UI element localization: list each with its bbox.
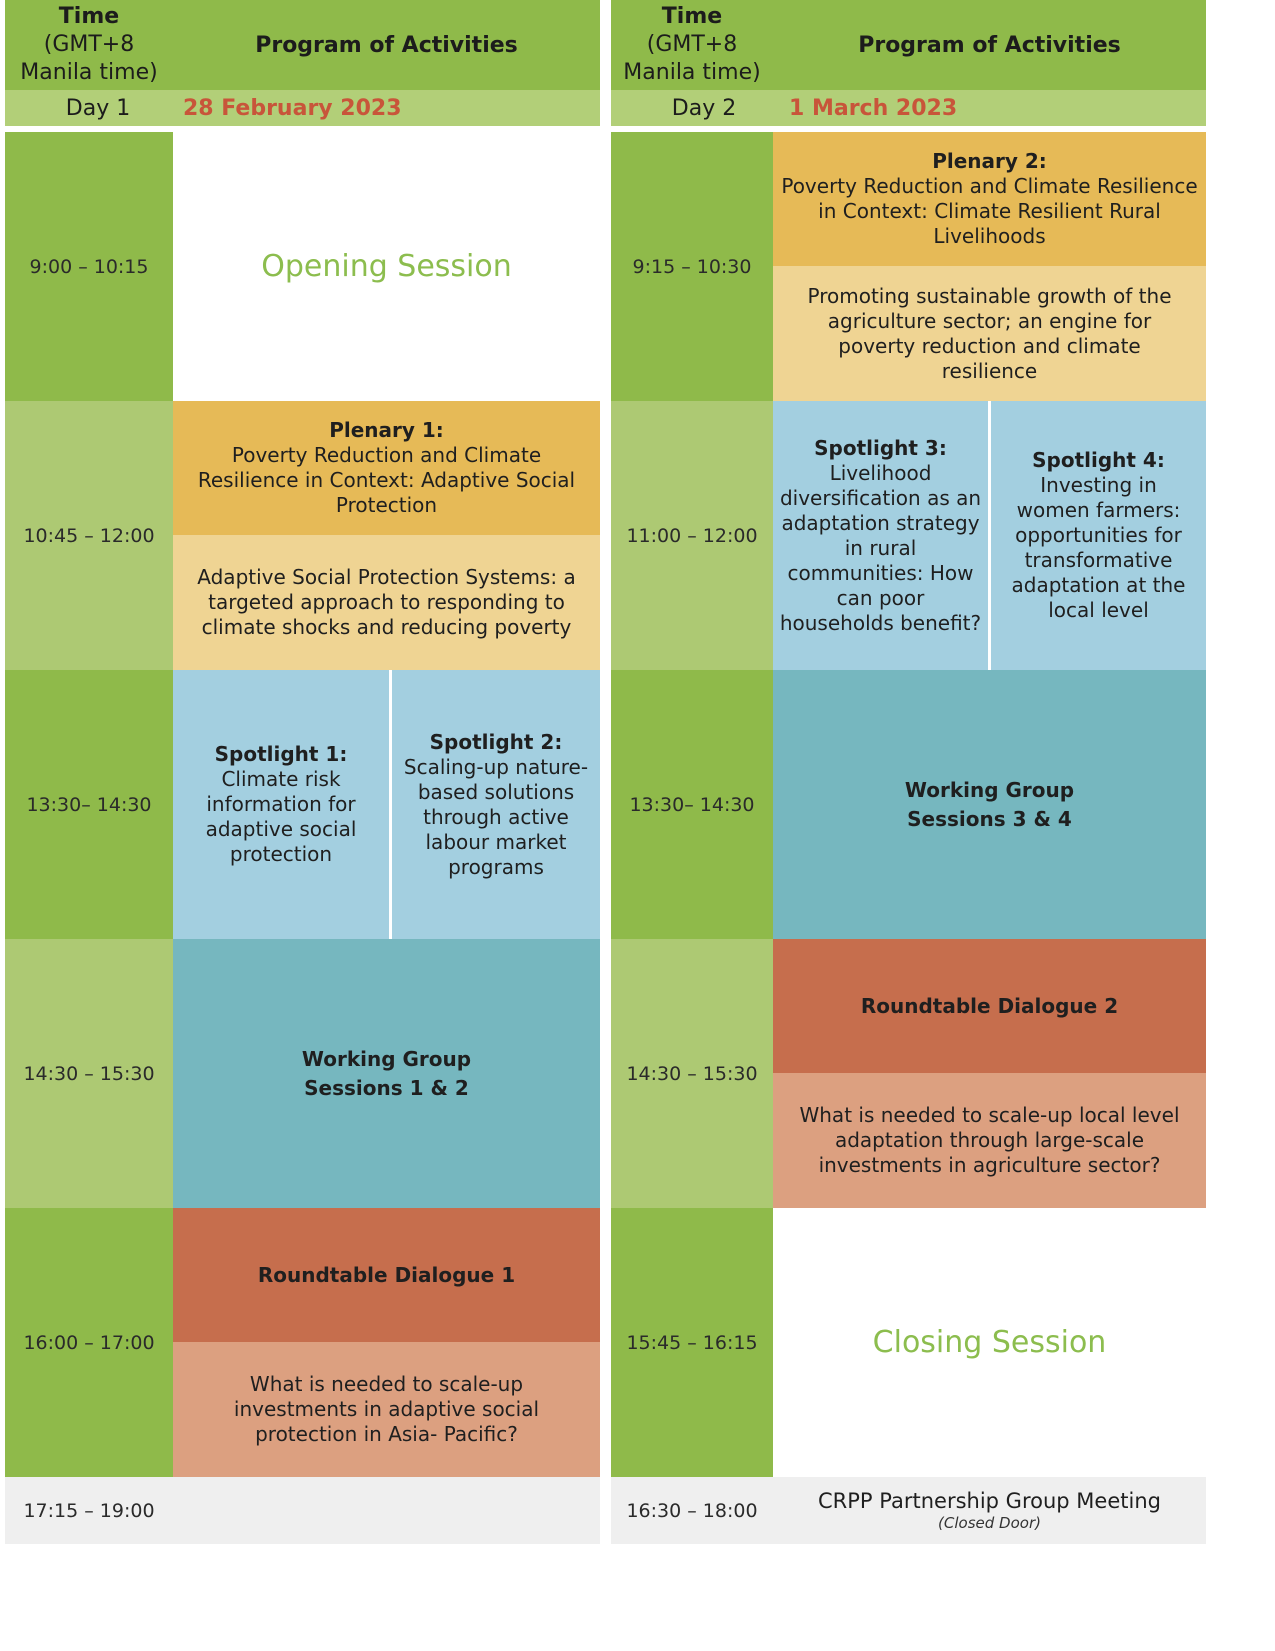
time-slot: 14:30 – 15:30 [611, 939, 773, 1208]
day-label: Day 2 [671, 95, 737, 121]
time-slot: 9:00 – 10:15 [5, 132, 173, 401]
time-subtitle: (GMT+8 [646, 32, 738, 57]
plenary-1-subtitle: Poverty Reduction and Climate Resilience in Context: Adaptive Social Protection [197, 443, 576, 517]
time-slot: 13:30– 14:30 [611, 670, 773, 939]
opening-session [173, 132, 600, 401]
time-header [5, 0, 173, 90]
time-subtitle-2: Manila time) [20, 60, 158, 85]
time-slot: 13:30– 14:30 [5, 670, 173, 939]
time-slot-evening: 17:15 – 19:00 [5, 1477, 600, 1544]
day1-column [5, 0, 605, 1651]
time-subtitle-2: Manila time) [623, 60, 761, 85]
crpp-meeting [773, 1477, 1206, 1544]
time-slot: 15:45 – 16:15 [611, 1208, 773, 1477]
plenary-2 [773, 132, 1206, 266]
roundtable-1-description: What is needed to scale-up investments in adaptive social protection in Asia- Pacific? [173, 1342, 600, 1477]
plenary-2-subtitle: Poverty Reduction and Climate Resilience in Context: Climate Resilient Rural Livelihoods [781, 174, 1198, 248]
day-row [611, 90, 1206, 126]
spotlight-3 [773, 401, 988, 670]
time-header [611, 0, 773, 90]
spotlight-3-text: Livelihood diversification as an adaptation strategy in rural communities: How can poor households benefit? [779, 460, 982, 635]
roundtable-1-title: Roundtable Dialogue 1 [257, 1262, 516, 1287]
day-date: 1 March 2023 [789, 95, 958, 121]
spotlight-4-text: Investing in women farmers: opportunities for transformative adaptation at the local level [1011, 473, 1186, 622]
time-slot: 11:00 – 12:00 [611, 401, 773, 670]
time-slot-evening: 16:30 – 18:00 [611, 1477, 773, 1544]
program-header [173, 0, 600, 90]
roundtable-2-title: Roundtable Dialogue 2 [860, 993, 1119, 1018]
time-title: Time [661, 4, 723, 29]
spotlight-3-title: Spotlight 3: [814, 435, 947, 460]
plenary-1 [173, 401, 600, 535]
day-date: 28 February 2023 [183, 95, 402, 121]
plenary-1-title: Plenary 1: [329, 418, 444, 442]
working-group-3-4 [773, 670, 1206, 939]
time-slot: 16:00 – 17:00 [5, 1208, 173, 1477]
roundtable-2-description: What is needed to scale-up local level adaptation through large-scale investments in agriculture sector? [773, 1073, 1206, 1208]
plenary-2-description: Promoting sustainable growth of the agriculture sector; an engine for poverty reduction and climate resilience [773, 266, 1206, 401]
time-title: Time [58, 4, 120, 29]
working-group-line2: Sessions 1 & 2 [304, 1075, 469, 1100]
spotlight-4-title: Spotlight 4: [1032, 448, 1165, 472]
spotlight-1 [173, 670, 389, 939]
time-subtitle: (GMT+8 [43, 32, 135, 57]
closing-session-title: Closing Session [872, 1325, 1107, 1360]
day-row [5, 90, 600, 126]
time-slot: 9:15 – 10:30 [611, 132, 773, 401]
spotlight-2-text: Scaling-up nature-based solutions through active labour market programs [403, 754, 589, 879]
roundtable-2 [773, 939, 1206, 1073]
day2-column [611, 0, 1211, 1651]
time-slot: 14:30 – 15:30 [5, 939, 173, 1208]
spotlight-1-title: Spotlight 1: [214, 742, 348, 766]
opening-session-title: Opening Session [261, 249, 512, 284]
working-group-line1: Working Group [904, 777, 1075, 802]
spotlight-2-title: Spotlight 2: [429, 729, 563, 754]
crpp-meeting-subtitle: (Closed Door) [938, 1514, 1041, 1532]
roundtable-1 [173, 1208, 600, 1342]
working-group-1-2 [173, 939, 600, 1208]
working-group-line1: Working Group [301, 1046, 472, 1071]
program-header [773, 0, 1206, 90]
day-label: Day 1 [65, 95, 131, 121]
time-slot: 10:45 – 12:00 [5, 401, 173, 670]
closing-session [773, 1208, 1206, 1477]
program-title: Program of Activities [858, 32, 1121, 58]
plenary-1-description: Adaptive Social Protection Systems: a targeted approach to responding to climate shocks and reducing poverty [173, 535, 600, 670]
spotlight-2 [392, 670, 600, 939]
spotlight-1-text: Climate risk information for adaptive social protection [205, 767, 357, 866]
program-title: Program of Activities [255, 32, 518, 58]
plenary-2-title: Plenary 2: [932, 149, 1047, 173]
spotlight-4 [991, 401, 1206, 670]
working-group-line2: Sessions 3 & 4 [907, 806, 1072, 831]
crpp-meeting-title: CRPP Partnership Group Meeting [818, 1489, 1161, 1513]
